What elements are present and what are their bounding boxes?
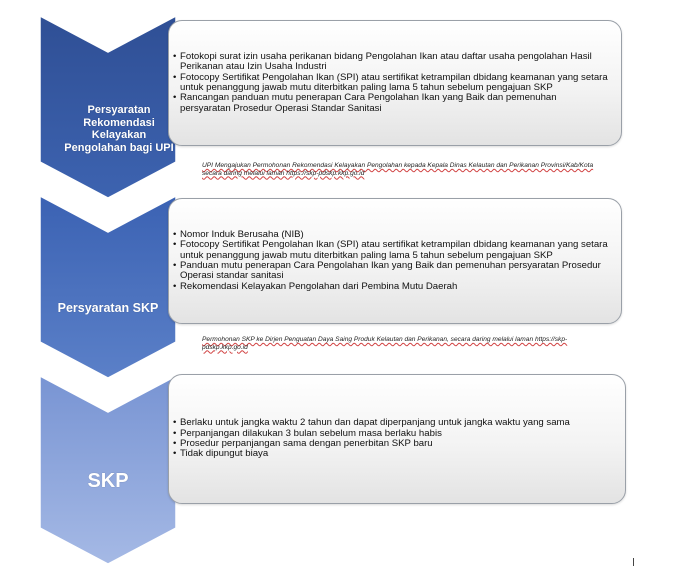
list-item: • Nomor Induk Berusaha (NIB) xyxy=(173,230,609,240)
step-3-title: SKP xyxy=(87,470,129,492)
list-item: • Tidak dipungut biaya xyxy=(173,449,613,459)
step-2-note: Permohonan SKP ke Dirjen Penguatan Daya Saing Produk Kelautan dan Perikanan, secara daring melalui laman https://skp-pdskp.kkp.go.id xyxy=(202,336,568,351)
list-item: • Berlaku untuk jangka waktu 2 tahun dan dapat diperpanjang untuk jangka waktu yang sama xyxy=(173,418,613,428)
list-item: • Rekomendasi Kelayakan Pengolahan dari Pembina Mutu Daerah xyxy=(173,282,609,292)
step-3-list xyxy=(173,418,613,460)
step-1-note: UPI Mengajukan Permohonan Rekomendasi Kelayakan Pengolahan kepada Kepala Dinas Kelautan dan Perikanan Provinsi/Kab/Kota secara daring melalui laman https://skp-pdskp.kkp.go.id xyxy=(202,162,594,177)
step-2-requirements-box xyxy=(168,198,622,324)
list-item: • Fotocopy Sertifikat Pengolahan Ikan (SPI) atau sertifikat ketrampilan dbidang keamanan yang setara untuk penanggung jawab mutu diterbitkan paling lama 5 tahun sebelum pengajuan SKP xyxy=(173,73,609,94)
chevron-step-2 xyxy=(40,196,176,378)
list-item: • Rancangan panduan mutu penerapan Cara Pengolahan Ikan yang Baik dan pemenuhan persyaratan Prosedur Operasi Standar Sanitasi xyxy=(173,93,609,114)
step-2-title: Persyaratan SKP xyxy=(57,301,159,315)
list-item: • Fotocopy Sertifikat Pengolahan Ikan (SPI) atau sertifikat ketrampilan dbidang keamanan yang setara untuk penanggung jawab mutu diterbitkan paling lama 5 tahun sebelum pengajuan SKP xyxy=(173,240,609,261)
list-item: • Fotokopi surat izin usaha perikanan bidang Pengolahan Ikan atau daftar usaha pengolahan Hasil Perikanan atau Izin Usaha Industri xyxy=(173,52,609,73)
list-item: • Panduan mutu penerapan Cara Pengolahan Ikan yang Baik dan pemenuhan persyaratan Prosedur Operasi standar sanitasi xyxy=(173,261,609,282)
step-1-requirements-box xyxy=(168,20,622,146)
step-3-info-box xyxy=(168,374,626,504)
step-1-list xyxy=(173,52,609,114)
list-item: • Perpanjangan dilakukan 3 bulan sebelum masa berlaku habis xyxy=(173,429,613,439)
step-1-title: Persyaratan Rekomendasi Kelayakan Pengolahan bagi UPI xyxy=(64,104,174,154)
list-item: • Prosedur perpanjangan sama dengan penerbitan SKP baru xyxy=(173,439,613,449)
page-marker xyxy=(633,558,634,566)
step-2-list xyxy=(173,230,609,292)
